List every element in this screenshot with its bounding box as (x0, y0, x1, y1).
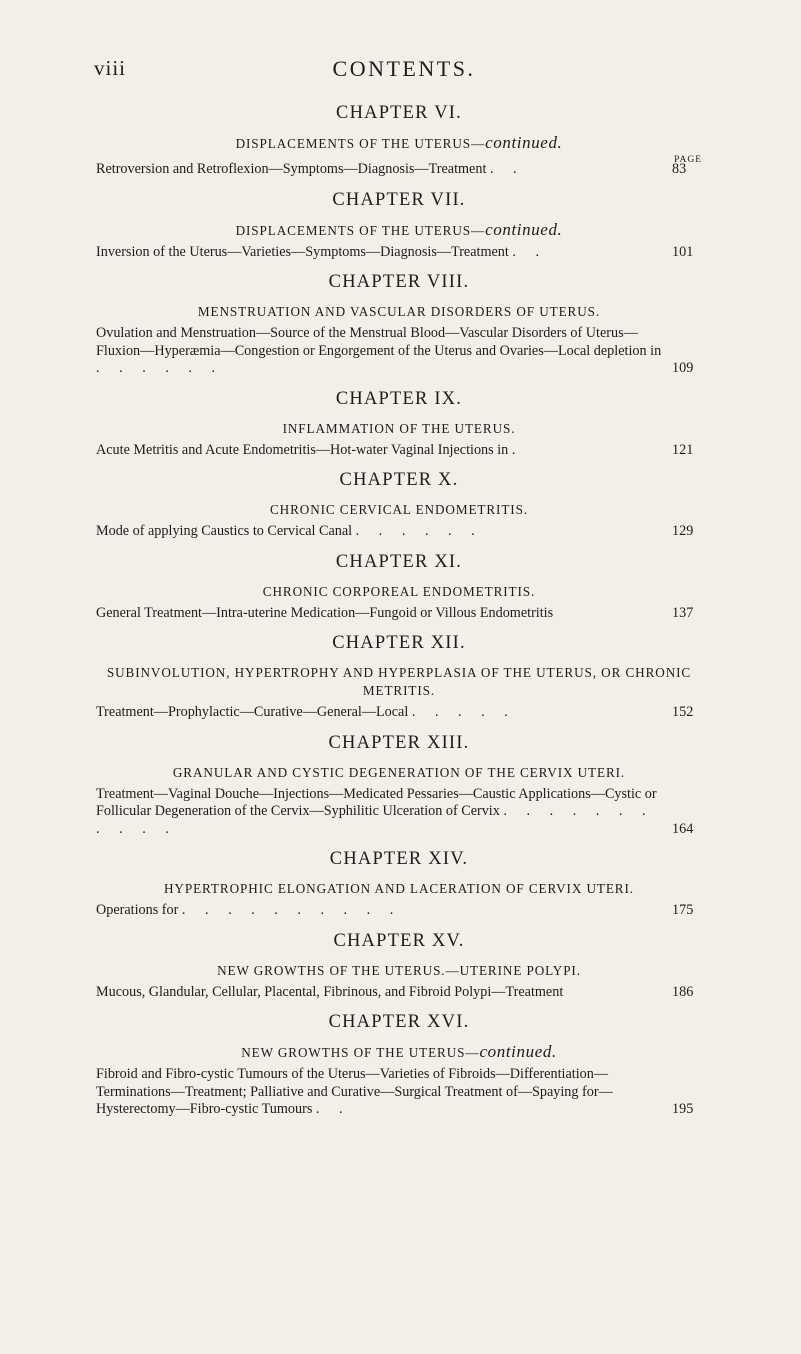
entry-page: 109 (672, 360, 694, 376)
leader-dots: . (511, 441, 524, 458)
chapter-title: CHRONIC CORPOREAL ENDOMETRITIS. (262, 583, 536, 599)
running-title: CONTENTS. (332, 56, 476, 81)
chapter-15 (96, 930, 702, 1002)
toc-entry (96, 704, 702, 722)
chapter-title (96, 221, 702, 240)
page-number: viii (94, 56, 127, 80)
chapter-title (96, 1043, 702, 1062)
chapter-title-continued: continued. (485, 219, 563, 239)
leader-dots: . . . . . . (96, 360, 224, 376)
chapter-title-continued: continued. (479, 1042, 557, 1061)
toc-entry (96, 605, 702, 623)
toc-entry (96, 1066, 702, 1119)
entry-page: 195 (672, 1101, 694, 1117)
entry-page: 175 (672, 902, 694, 918)
leader-dots: . . . . . . (355, 523, 483, 539)
entry-page: 101 (672, 243, 694, 260)
chapter-title: MENSTRUATION AND VASCULAR DISORDERS OF UTERUS. (197, 304, 601, 319)
chapter-title: CHRONIC CERVICAL ENDOMETRITIS. (269, 502, 529, 517)
entry-page: 186 (672, 983, 694, 1000)
chapter-9 (96, 388, 702, 460)
chapter-heading: CHAPTER XI. (335, 551, 463, 572)
chapter-heading: CHAPTER IX. (335, 388, 463, 409)
chapter-13 (96, 732, 702, 839)
entry-text: Inversion of the Uterus—Varieties—Symptoms—Diagnosis—Treatment (96, 243, 509, 260)
chapter-heading: CHAPTER X. (339, 470, 459, 490)
leader-dots: . . . . . . . . . . . (96, 803, 654, 837)
chapter-title: HYPERTROPHIC ELONGATION AND LACERATION OF CERVIX UTERI. (163, 881, 634, 896)
chapter-heading: CHAPTER XIV. (329, 849, 469, 869)
chapter-heading: CHAPTER XII. (332, 633, 466, 653)
leader-dots: . . (315, 1101, 351, 1117)
chapter-heading: CHAPTER XIII. (328, 732, 470, 753)
chapter-title: SUBINVOLUTION, HYPERTROPHY AND HYPERPLASIA OF THE UTERUS, OR CHRONIC METRITIS. (106, 665, 692, 698)
chapter-title-text: NEW GROWTHS OF THE UTERUS— (241, 1045, 480, 1060)
toc-entry (96, 984, 702, 1002)
chapter-title-text: DISPLACEMENTS OF THE UTERUS— (235, 222, 486, 238)
chapter-8 (96, 271, 702, 378)
entry-text: Mucous, Glandular, Cellular, Placental, Fibrinous, and Fibroid Polypi—Treatment (96, 983, 564, 1000)
entry-page: 121 (672, 441, 694, 458)
leader-dots: . . . . . (411, 704, 516, 720)
chapter-heading: CHAPTER VII. (332, 189, 466, 210)
entry-text: Retroversion and Retroflexion—Symptoms—Diagnosis—Treatment (96, 161, 487, 177)
table-of-contents (96, 92, 702, 1124)
chapter-title-text: DISPLACEMENTS OF THE UTERUS— (235, 136, 486, 151)
chapter-10 (96, 469, 702, 541)
leader-dots: . . (489, 161, 525, 177)
toc-entry (96, 786, 702, 839)
chapter-heading: CHAPTER XV. (333, 930, 465, 951)
chapter-12 (96, 632, 702, 722)
chapter-14 (96, 848, 702, 920)
chapter-11 (96, 551, 702, 623)
chapter-6 (96, 102, 702, 179)
toc-entry (96, 161, 702, 179)
chapter-7 (96, 189, 702, 262)
entry-text: Treatment—Vaginal Douche—Injections—Medicated Pessaries—Caustic Applications—Cystic or Follicular Degeneration of the Cervix—Syphilitic Ulceration of Cervix (96, 785, 657, 819)
entry-text: Operations for (96, 902, 179, 918)
entry-text: General Treatment—Intra-uterine Medication—Fungoid or Villous Endometritis (96, 604, 554, 621)
chapter-title-continued: continued. (485, 133, 563, 152)
chapter-heading: CHAPTER XVI. (328, 1012, 470, 1032)
entry-page: 129 (672, 523, 694, 539)
entry-page: 137 (672, 604, 694, 621)
entry-text: Treatment—Prophylactic—Curative—General—Local (96, 704, 409, 720)
entry-text: Ovulation and Menstruation—Source of the Menstrual Blood—Vascular Disorders of Uterus—Fluxion—Hyperæmia—Congestion or Engorgement of the Uterus and Ovaries—Local depletion in (96, 325, 662, 359)
chapter-heading: CHAPTER VIII. (328, 272, 470, 292)
chapter-title (96, 134, 702, 153)
chapter-16 (96, 1011, 702, 1119)
chapter-title: GRANULAR AND CYSTIC DEGENERATION OF THE CERVIX UTERI. (172, 764, 626, 780)
chapter-title: NEW GROWTHS OF THE UTERUS.—UTERINE POLYPI. (217, 962, 581, 978)
entry-text: Acute Metritis and Acute Endometritis—Hot-water Vaginal Injections in (96, 441, 509, 458)
entry-page: 164 (672, 820, 694, 837)
entry-text: Mode of applying Caustics to Cervical Canal (96, 523, 353, 539)
toc-entry (96, 442, 702, 460)
chapter-title: INFLAMMATION OF THE UTERUS. (282, 420, 516, 436)
toc-entry (96, 523, 702, 541)
toc-entry (96, 902, 702, 920)
leader-dots: . . (512, 243, 548, 260)
entry-text: Fibroid and Fibro-cystic Tumours of the Uterus—Varieties of Fibroids—Differentiation—Terminations—Treatment; Palliative and Curative—Surgical Treatment of—Spaying for—Hysterectomy—Fibro-cystic Tumours (96, 1066, 613, 1117)
running-head (94, 56, 714, 84)
chapter-heading: CHAPTER VI. (336, 103, 462, 123)
toc-entry (96, 244, 702, 262)
toc-entry (96, 325, 702, 378)
leader-dots: . . . . . . . . . . (181, 902, 402, 918)
entry-page: 152 (672, 704, 694, 720)
entry-page: 83 (672, 161, 687, 177)
page-column-label: PAGE (674, 155, 702, 165)
